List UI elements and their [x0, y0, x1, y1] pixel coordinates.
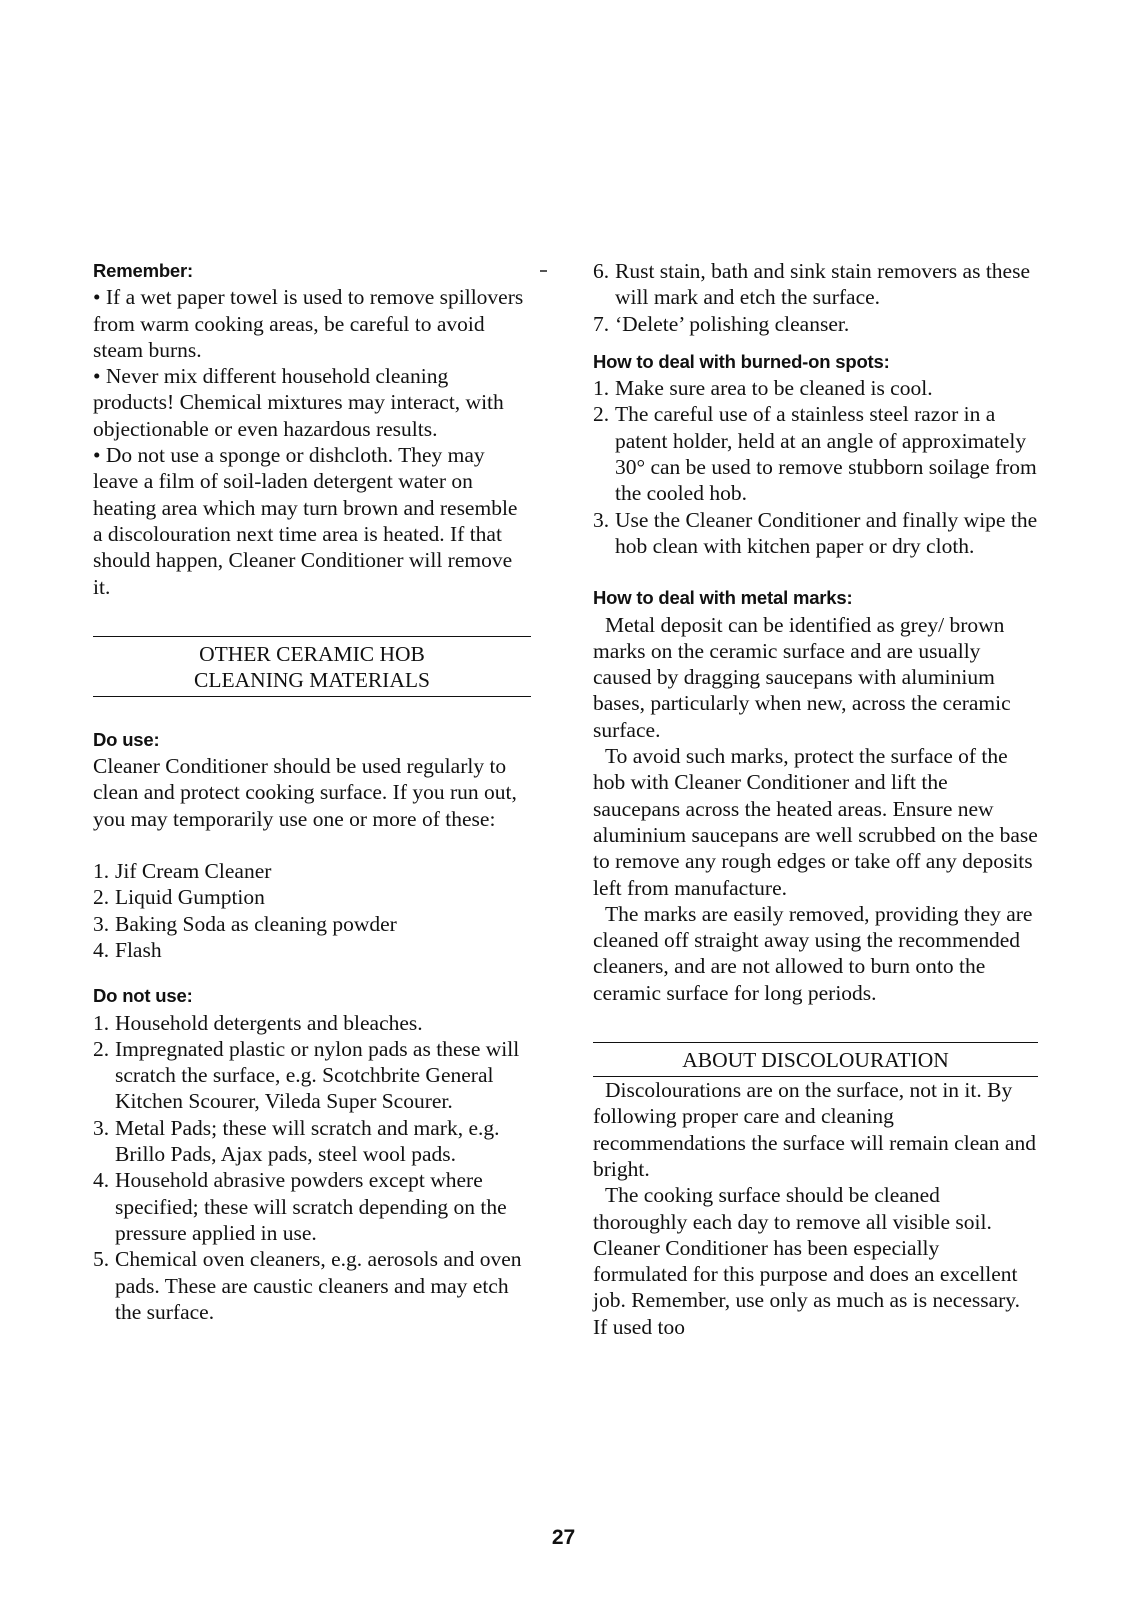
- discolouration-paragraph: Discolourations are on the surface, not in it. By following proper care and cleaning recommendations the surface will remain clean and bright.: [593, 1078, 1036, 1181]
- metal-marks-paragraph: The marks are easily removed, providing they are cleaned off straight away using the recommended cleaners, and are not allowed to burn onto the ceramic surface for long periods.: [593, 901, 1033, 1005]
- list-item: [593, 258, 1038, 311]
- list-number: 1.: [593, 376, 610, 401]
- section-title-line: CLEANING MATERIALS: [194, 667, 430, 692]
- left-column: [93, 258, 531, 1325]
- scan-speck: [540, 270, 547, 272]
- section-title-line: OTHER CERAMIC HOB: [199, 641, 425, 666]
- list-text: Jif Cream Cleaner: [115, 859, 272, 884]
- section-title-line: ABOUT DISCOLOURATION: [682, 1048, 949, 1073]
- list-number: 2.: [93, 1036, 110, 1061]
- list-number: 1.: [93, 859, 110, 884]
- discolouration-paragraph: The cooking surface should be cleaned thoroughly each day to remove all visible soil. Cleaner Conditioner has been especially formulated for this purpose and does an excellent job. Remember, use only as much as is necessary. If used too: [593, 1183, 1021, 1339]
- list-number: 5.: [93, 1247, 110, 1272]
- list-number: 3.: [93, 911, 110, 936]
- list-item: [93, 911, 531, 937]
- list-item: [93, 1167, 531, 1246]
- metal-marks-paragraph: Metal deposit can be identified as grey/ brown marks on the ceramic surface and are usually caused by dragging saucepans with aluminium bases, particularly when new, across the ceramic surface.: [593, 612, 1011, 742]
- list-number: 3.: [93, 1115, 110, 1140]
- list-number: 7.: [593, 311, 610, 336]
- do-not-use-heading: Do not use:: [93, 985, 193, 1007]
- do-use-heading: Do use:: [93, 728, 160, 750]
- do-not-use-list: [93, 1010, 531, 1326]
- list-text: Chemical oven cleaners, e.g. aerosols and oven pads. These are caustic cleaners and may etch the surface.: [115, 1247, 522, 1324]
- list-number: 1.: [93, 1010, 110, 1035]
- right-column: [593, 258, 1038, 1340]
- section-title-discolouration: [593, 1042, 1038, 1077]
- metal-marks-heading: How to deal with metal marks:: [593, 587, 853, 609]
- list-text: Make sure area to be cleaned is cool.: [615, 376, 933, 401]
- remember-bullet: • Do not use a sponge or dishcloth. They may leave a film of soil-laden detergent water on heating area which may turn brown and resemble a discolouration next time area is heated. If that should happen, Cleaner Conditioner will remove it.: [93, 443, 518, 599]
- list-text: Flash: [115, 937, 162, 962]
- list-item: [593, 507, 1038, 560]
- list-number: 2.: [93, 885, 110, 910]
- list-item: [93, 937, 531, 963]
- list-text: Liquid Gumption: [115, 885, 265, 910]
- list-item: [93, 884, 531, 910]
- section-title-other-cleaning: [93, 636, 531, 697]
- list-item: [93, 1010, 531, 1036]
- burned-spots-list: [593, 375, 1038, 559]
- list-text: Metal Pads; these will scratch and mark, e.g. Brillo Pads, Ajax pads, steel wool pads.: [115, 1115, 500, 1167]
- list-item: [593, 401, 1038, 506]
- list-item: [93, 1115, 531, 1168]
- list-item: [93, 1036, 531, 1115]
- list-text: Impregnated plastic or nylon pads as these will scratch the surface, e.g. Scotchbrite General Kitchen Scourer, Vileda Super Scourer.: [115, 1036, 520, 1114]
- list-text: Use the Cleaner Conditioner and finally wipe the hob clean with kitchen paper or dry cloth.: [615, 507, 1038, 558]
- remember-bullet: • If a wet paper towel is used to remove spillovers from warm cooking areas, be careful to avoid steam burns.: [93, 285, 524, 362]
- list-text: Rust stain, bath and sink stain removers as these will mark and etch the surface.: [615, 259, 1030, 310]
- list-number: 3.: [593, 507, 610, 532]
- burned-spots-heading: How to deal with burned-on spots:: [593, 350, 890, 372]
- remember-heading: Remember:: [93, 260, 193, 281]
- list-item: [93, 858, 531, 884]
- page-number: 27: [551, 1526, 576, 1549]
- do-use-list: [93, 858, 531, 963]
- list-text: Household abrasive powders except where specified; these will scratch depending on the pressure applied in use.: [115, 1168, 507, 1245]
- do-use-text: Cleaner Conditioner should be used regularly to clean and protect cooking surface. If you run out, you may temporarily use one or more of these:: [93, 754, 517, 831]
- list-number: 4.: [93, 937, 110, 962]
- metal-marks-paragraph: To avoid such marks, protect the surface of the hob with Cleaner Conditioner and lift the saucepans across the heated areas. Ensure new aluminium saucepans are well scrubbed on the base to remove any rough edges or take off any deposits left from manufacture.: [593, 744, 1038, 900]
- list-text: Household detergents and bleaches.: [115, 1010, 423, 1035]
- list-text: The careful use of a stainless steel razor in a patent holder, held at an angle of approximately 30° can be used to remove stubborn soilage from the cooled hob.: [615, 402, 1037, 506]
- list-text: ‘Delete’ polishing cleanser.: [615, 311, 850, 336]
- list-number: 6.: [593, 259, 610, 283]
- do-not-use-list-continued: [593, 258, 1038, 337]
- list-item: [93, 1246, 531, 1325]
- remember-bullet: • Never mix different household cleaning products! Chemical mixtures may interact, with objectionable or even hazardous results.: [93, 364, 504, 441]
- list-item: [593, 375, 1038, 401]
- list-item: [593, 311, 1038, 337]
- list-number: 4.: [93, 1168, 110, 1193]
- list-number: 2.: [593, 402, 610, 427]
- list-text: Baking Soda as cleaning powder: [115, 911, 397, 936]
